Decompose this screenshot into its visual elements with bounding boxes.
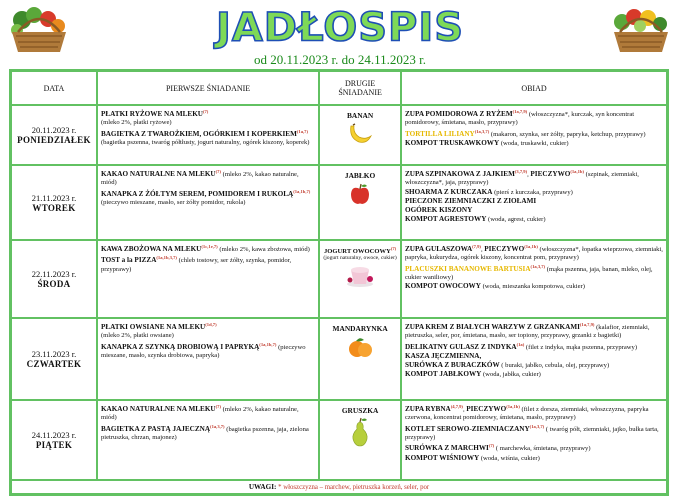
notes-row xyxy=(11,480,667,494)
header-lunch: OBIAD xyxy=(401,71,667,105)
day-row-tuesday xyxy=(11,165,667,240)
second-breakfast-cell: JOGURT OWOCOWY$^{(7)}$ (jogurt naturalny, owoce, cukier) xyxy=(319,240,401,318)
second-breakfast-cell: JABŁKO xyxy=(319,165,401,240)
day-cell: 20.11.2023 r. PONIEDZIAŁEK xyxy=(11,105,97,165)
notes-cell: UWAGI: * włoszczyzna – marchew, pietruszka korzeń, seler, por xyxy=(11,480,667,494)
lunch-cell: ZUPA RYBNA$^{(4,7,9)}$, $PIECZYWO^{(1a,1b)}$ (filet z dorsza, ziemniaki, włoszczyzna, papryka czerwona, koncentrat pomidorowy, śmietana, masło, przyprawy) KOTLET SEROWO-$ZIEMNIACZANY^{(1a,3,7)}$ ( twaróg półt, ziemniaki, jajko, bułka tarta, przyprawy) SURÓWKA Z MARCHWI$^{(7)}$ ( marchewka, śmietana, przyprawy) KOMPOT WIŚNIOWY (woda, wiśnia, cukier) xyxy=(401,400,667,480)
day-row-wednesday xyxy=(11,240,667,318)
lunch-cell: ZUPA SZPINAKOWA Z JAJKIEM$^{(3,7,9)}$, $PIECZYWO^{(1a,1b)}$ (szpinak, ziemniaki, włoszczyzna*, jaja, przyprawy) SHOARMA Z KURCZAKA (pierś z kurczaka, przyprawy) PIECZONE ZIEMNIACZKI Z ZIOŁAMI OGÓREK KISZONY KOMPOT AGRESTOWY (woda, agrest, cukier) xyxy=(401,165,667,240)
breakfast-cell: KAKAO NATURALNE NA MLEKU$^{(7)}$ (mleko 2%, kakao naturalne, miód) BAGIETKA Z PASTĄ $JAJECZNĄ^{(1a,3,7)}$ (bagietka pszenna, jaja, zielona pietruszka, chrzan, majonez) xyxy=(97,400,319,480)
banana-icon xyxy=(347,122,373,146)
day-cell: 22.11.2023 r. ŚRODA xyxy=(11,240,97,318)
day-row-monday xyxy=(11,105,667,165)
header-date: DATA xyxy=(11,71,97,105)
breakfast-cell: KAKAO NATURALNE NA MLEKU$^{(7)}$ (mleko 2%, kakao naturalne, miód) KANAPKA Z ŻÓŁTYM SEREM, POMIDOREM I $RUKOLĄ^{(1a,1b,7)}$ (pieczywo mieszane, masło, ser żółty pomidor, rukola) xyxy=(97,165,319,240)
day-cell: 24.11.2023 r. PIĄTEK xyxy=(11,400,97,480)
lunch-cell: ZUPA GULASZOWA$^{(7,9)}$, $PIECZYWO^{(1a,1b)}$ (włoszczyzna*, łopatka wieprzowa, ziemniaki, papryka, kukurydza, ogórek kiszony, koncentrat pom, przyprawy) PLACUSZKI BANANOWE $BARTUSIA^{(1a,3,7)}$ (mąka pszenna, jaja, banan, mleko, olej, cukier waniliowy) KOMPOT OWOCOWY (woda, mieszanka kompotowa, cukier) xyxy=(401,240,667,318)
day-cell: 23.11.2023 r. CZWARTEK xyxy=(11,318,97,400)
second-breakfast-cell: MANDARYNKA xyxy=(319,318,401,400)
day-row-thursday xyxy=(11,318,667,400)
header-breakfast: PIERWSZE ŚNIADANIE xyxy=(97,71,319,105)
pear-icon xyxy=(349,417,371,447)
menu-table xyxy=(9,69,669,496)
yogurt-icon xyxy=(345,264,375,288)
header-row xyxy=(11,71,667,105)
day-cell: 21.11.2023 r. WTOREK xyxy=(11,165,97,240)
lunch-cell: ZUPA POMIDOROWA Z $RYŻEM^{(1a,7,9)}$ (włoszczyzna*, kurczak, syn koncentrat pomidorowy, śmietana, masło, przyprawy) TORTILLA $LILIANY^{(1a,3,7)}$ (makaron, szynka, ser żółty, papryka, ketchup, przyprawy) KOMPOT TRUSKAWKOWY (woda, truskawki, cukier) xyxy=(401,105,667,165)
tangerine-icon xyxy=(346,335,374,359)
lunch-cell: ZUPA KREM Z BIAŁYCH WARZYW Z $GRZANKAMI^{(1a,7,9)}$ (kalafior, ziemniaki, pietruszka, seler, por, śmietana, masło, ser topiony, przyprawy, grzanki z bagietki) DELIKATNY GULASZ Z $INDYKA^{(1a)}$ (filet z indyka, mąka pszenna, przyprawy) KASZA JĘCZMIENNA, SURÓWKA Z BURACZKÓW ( buraki, jabłko, cebula, olej, przyprawy) KOMPOT JABŁKOWY (woda, jabłka, cukier) xyxy=(401,318,667,400)
header-second-breakfast: DRUGIE ŚNIADANIE xyxy=(319,71,401,105)
breakfast-cell: KAWA ZBOŻOWA NA $MLEKU^{(1c,1e,7)}$ (mleko 2%, kawa zbożowa, miód) TOST a la $PIZZA^{(1a,1b,3,7)}$ (chleb tostowy, ser żółty, szynka, pomidor, przyprawy) xyxy=(97,240,319,318)
page-title: JADŁOSPIS xyxy=(215,5,465,51)
breakfast-cell: PŁATKI OWSIANE NA $MLEKU^{(1d,7)}$ (mleko 2%, płatki owsiane) KANAPKA Z SZYNKĄ DROBIOWĄ I $PAPRYKĄ^{(1a,1b,7)}$ (pieczywo mieszane, masło, szynka drobiowa, papryka) xyxy=(97,318,319,400)
apple-icon xyxy=(348,182,372,206)
day-row-friday xyxy=(11,400,667,480)
second-breakfast-cell: GRUSZKA xyxy=(319,400,401,480)
date-range: od 20.11.2023 r. do 24.11.2023 r. xyxy=(253,52,426,67)
second-breakfast-cell: BANAN xyxy=(319,105,401,165)
breakfast-cell: PŁATKI RYŻOWE NA MLEKU$^{(7)}$ (mleko 2%, płatki ryżowe) BAGIETKA Z TWAROŻKIEM, OGÓRKIEM I $KOPERKIEM^{(1a,7)}$ (bagietka pszenna, twaróg półtłusty, jogurt naturalny, ogórek kiszony, koperek) xyxy=(97,105,319,165)
